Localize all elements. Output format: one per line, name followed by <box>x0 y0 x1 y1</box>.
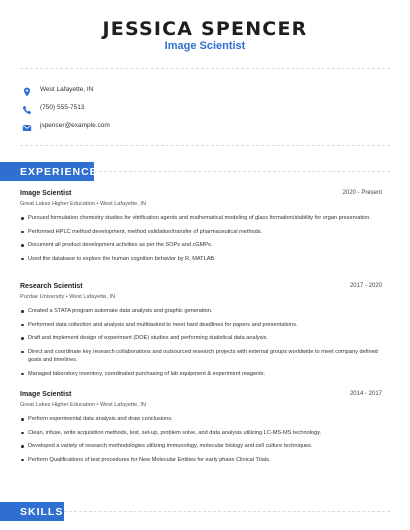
job-entry <box>20 391 382 469</box>
list-item: Pursued formulation chemistry studies for vitrification agents and mathematical modeling of glass formation/stability for organ preservation. <box>20 214 382 223</box>
job-title: Image Scientist <box>20 391 72 398</box>
phone-icon <box>22 102 32 112</box>
job-bullets <box>20 415 382 464</box>
contact-phone <box>22 102 84 112</box>
section-heading-skills: SKILLS <box>0 502 64 521</box>
contact-location <box>22 84 93 94</box>
job-dates: 2014 - 2017 <box>349 391 382 397</box>
map-pin-icon <box>22 84 32 94</box>
job-entry <box>20 283 382 383</box>
job-bullets <box>20 307 382 378</box>
contact-email <box>22 120 110 130</box>
email-link[interactable]: jspencer@example.com <box>40 121 110 129</box>
list-item: Performed data collection and analysis and multitasked to meet hard deadlines for papers and presentations. <box>20 321 382 330</box>
job-bullets <box>20 214 382 263</box>
job-title: Image Scientist <box>20 190 72 197</box>
section-heading-experience: EXPERIENCE <box>0 162 94 181</box>
envelope-icon <box>22 120 32 130</box>
list-item: Draft and implement design of experiment (DOE) studies and performing statistical data analysis. <box>20 334 382 343</box>
location-text: West Lafayette, IN <box>40 85 94 93</box>
contact-section <box>20 68 390 146</box>
job-company: Purdue University • West Lafayette, IN <box>20 294 116 300</box>
section-divider <box>94 171 390 172</box>
list-item: Clean, infuse, write acquisition methods, test, set-up, problem solve, and data analysis utilizing LC-MS-MS technology. <box>20 429 382 438</box>
job-dates: 2020 - Present <box>342 190 382 196</box>
list-item: Direct and coordinate key research collaborations and outsourced research projects with external groups worldwide to meet company defined goals and timelines. <box>20 348 382 365</box>
job-company: Great Lakes Higher Education • West Lafayette, IN <box>20 402 146 408</box>
list-item: Developed a variety of research methodologies utilizing immunology, molecular biology and cell culture techniques. <box>20 442 382 451</box>
section-divider <box>64 511 390 512</box>
candidate-name: JESSICA SPENCER <box>102 18 308 40</box>
list-item: Document all product development activities as per the SOPs and cGMPs. <box>20 241 382 250</box>
list-item: Created a STATA program automate data analysis and graphic generation. <box>20 307 382 316</box>
phone-text: (750) 555-7513 <box>40 103 85 111</box>
candidate-title: Image Scientist <box>164 40 246 52</box>
list-item: Perform experimental data analysis and draw conclusions. <box>20 415 382 424</box>
job-company: Great Lakes Higher Education • West Lafayette, IN <box>20 201 146 207</box>
list-item: Used the database to explore the human cognition behavior by R, MATLAB. <box>20 255 382 264</box>
list-item: Performed HPLC method development, method validation/transfer of pharmaceutical methods. <box>20 228 382 237</box>
job-title: Research Scientist <box>20 283 83 290</box>
list-item: Managed laboratory inventory, coordinated purchasing of lab equipment & experiment reagents. <box>20 370 382 379</box>
list-item: Perform Qualifications of test procedures for New Molecular Entities for early phase Clinical Trials. <box>20 456 382 465</box>
job-dates: 2017 - 2020 <box>349 283 382 289</box>
job-entry <box>20 190 382 268</box>
